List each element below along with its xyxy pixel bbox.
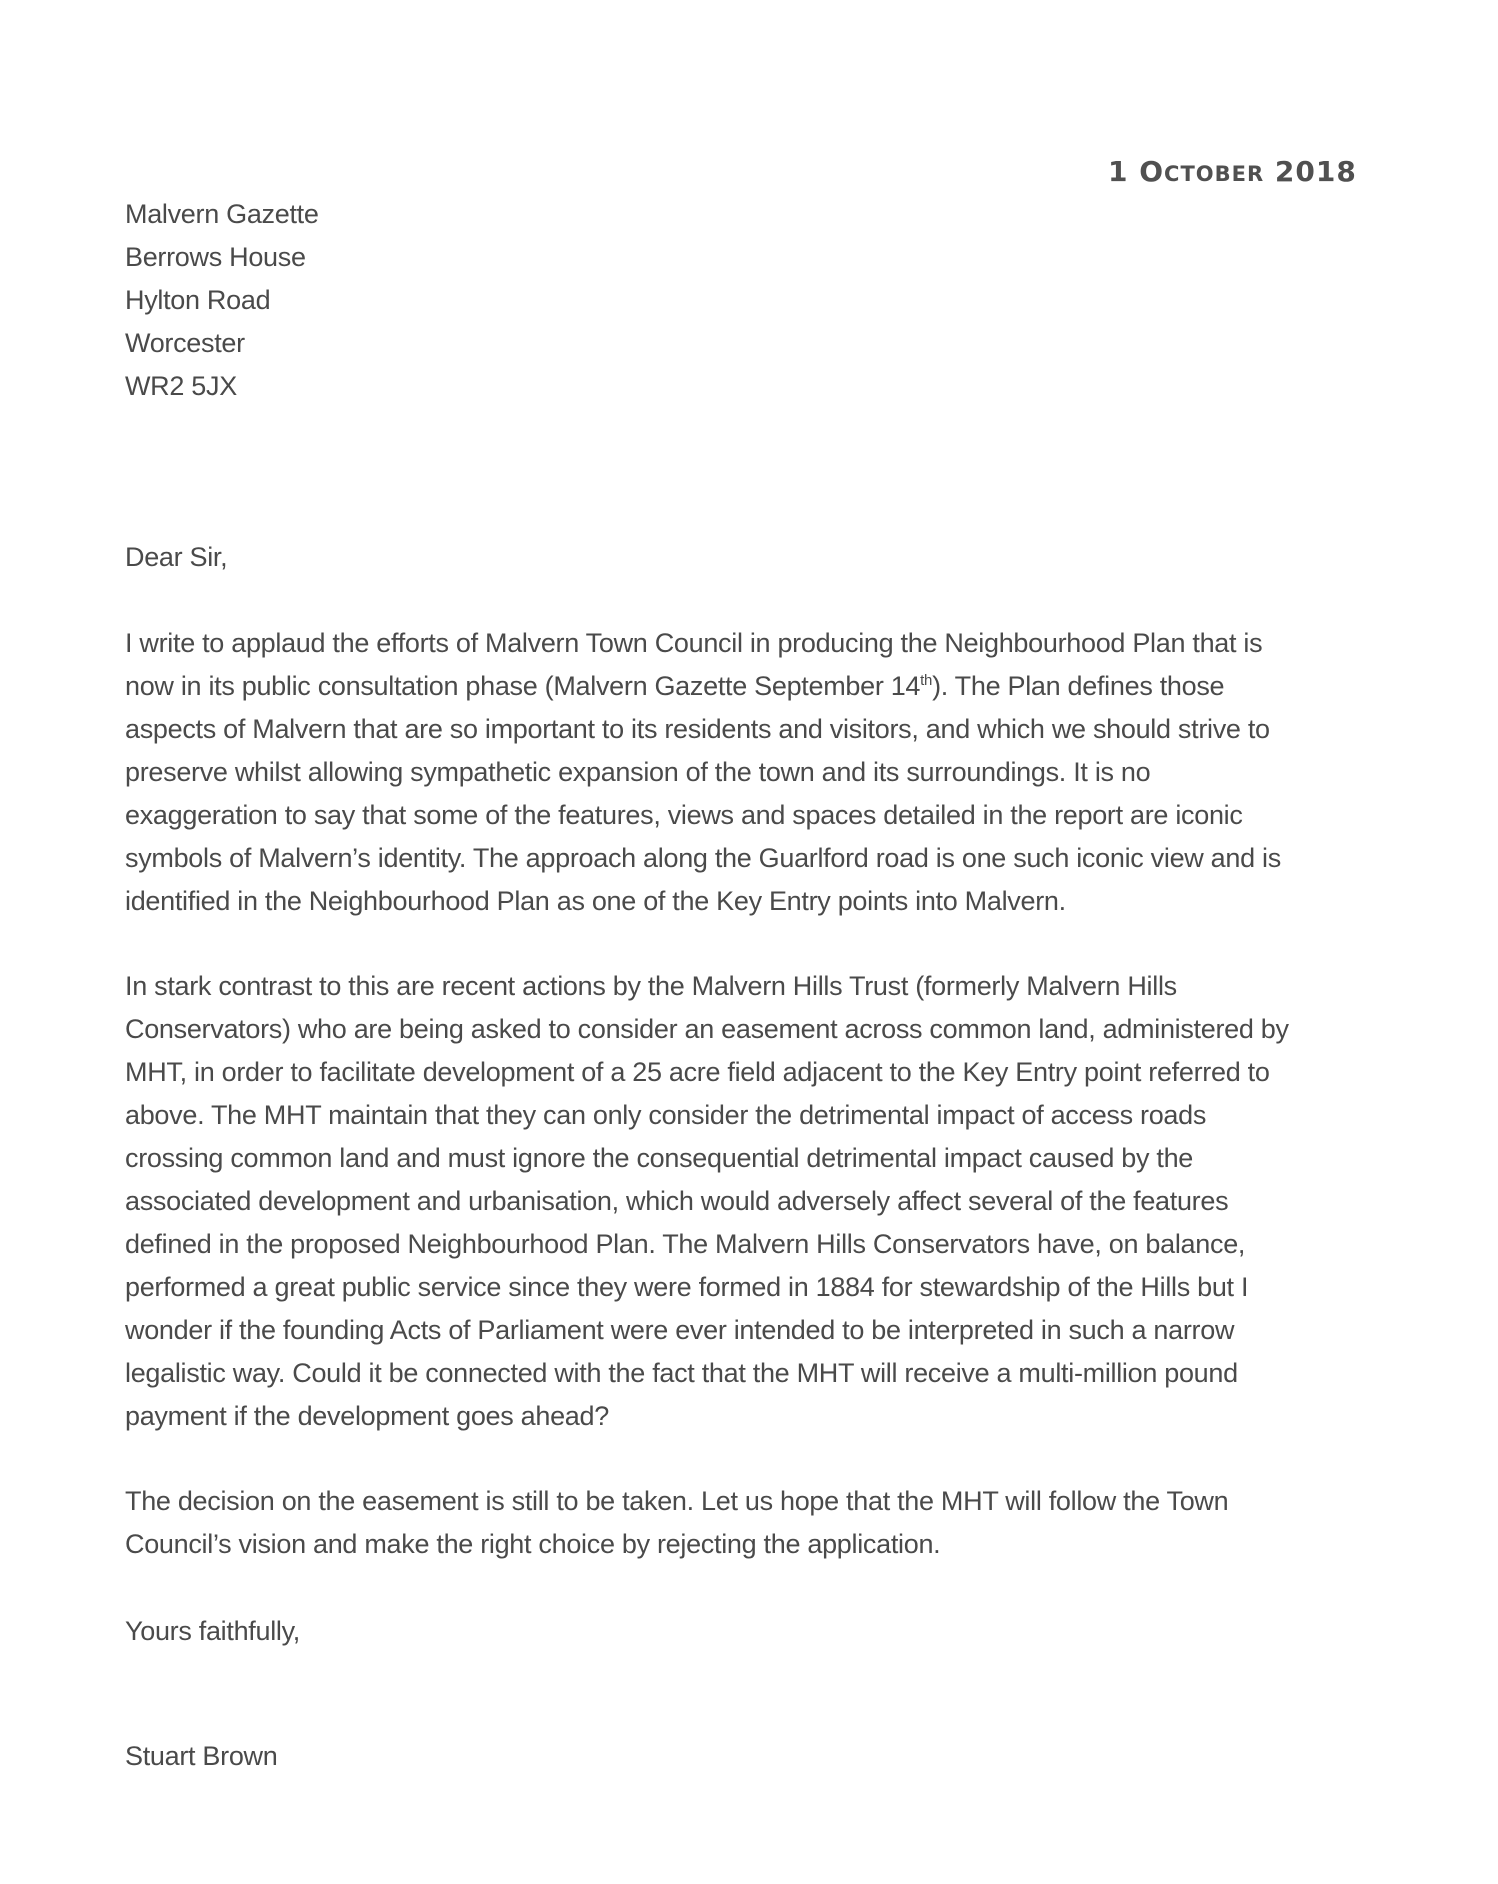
- paragraph-line: symbols of Malvern’s identity. The approach along the Guarlford road is one such iconic view and is: [125, 843, 1281, 873]
- date-year: 2018: [1274, 155, 1357, 188]
- address-line: Berrows House: [125, 242, 306, 272]
- recipient-address: [125, 193, 319, 408]
- address-line: Malvern Gazette: [125, 199, 319, 229]
- paragraph-line: The decision on the easement is still to be taken. Let us hope that the MHT will follow the Town: [125, 1486, 1229, 1516]
- salutation: Dear Sir,: [125, 542, 228, 572]
- paragraph-line: wonder if the founding Acts of Parliament were ever intended to be interpreted in such a narrow: [125, 1315, 1235, 1345]
- date-month-rest: CTOBER: [1164, 162, 1265, 186]
- letter-date: [1108, 155, 1357, 188]
- address-line: WR2 5JX: [125, 371, 237, 401]
- paragraph-line: aspects of Malvern that are so important to its residents and visitors, and which we should strive to: [125, 714, 1270, 744]
- paragraph-line: above. The MHT maintain that they can only consider the detrimental impact of access roads: [125, 1100, 1207, 1130]
- paragraph-1: [125, 622, 1281, 923]
- paragraph-line: Conservators) who are being asked to consider an easement across common land, administered by: [125, 1014, 1289, 1044]
- paragraph-line: crossing common land and must ignore the consequential detrimental impact caused by the: [125, 1143, 1194, 1173]
- paragraph-line: defined in the proposed Neighbourhood Plan. The Malvern Hills Conservators have, on balance,: [125, 1229, 1246, 1259]
- paragraph-line: preserve whilst allowing sympathetic expansion of the town and its surroundings. It is no: [125, 757, 1151, 787]
- text-span: ). The Plan defines those: [932, 671, 1225, 701]
- paragraph-line: I write to applaud the efforts of Malvern Town Council in producing the Neighbourhood Plan that is: [125, 628, 1263, 658]
- date-month-initial: O: [1139, 155, 1165, 188]
- ordinal-superscript: th: [920, 672, 933, 689]
- paragraph-line: associated development and urbanisation, which would adversely affect several of the features: [125, 1186, 1229, 1216]
- address-line: Worcester: [125, 328, 245, 358]
- paragraph-line: [125, 665, 1281, 708]
- paragraph-line: Council’s vision and make the right choice by rejecting the application.: [125, 1529, 941, 1559]
- signature-name: Stuart Brown: [125, 1741, 278, 1771]
- paragraph-line: exaggeration to say that some of the features, views and spaces detailed in the report are iconic: [125, 800, 1243, 830]
- paragraph-2: [125, 965, 1289, 1438]
- paragraph-line: MHT, in order to facilitate development of a 25 acre field adjacent to the Key Entry point referred to: [125, 1057, 1270, 1087]
- paragraph-line: legalistic way. Could it be connected with the fact that the MHT will receive a multi-million pound: [125, 1358, 1238, 1388]
- paragraph-line: performed a great public service since they were formed in 1884 for stewardship of the Hills but I: [125, 1272, 1249, 1302]
- paragraph-line: identified in the Neighbourhood Plan as one of the Key Entry points into Malvern.: [125, 886, 1066, 916]
- address-line: Hylton Road: [125, 285, 271, 315]
- text-span: now in its public consultation phase (Malvern Gazette September 14: [125, 671, 921, 701]
- paragraph-line: payment if the development goes ahead?: [125, 1401, 609, 1431]
- paragraph-line: In stark contrast to this are recent actions by the Malvern Hills Trust (formerly Malvern Hills: [125, 971, 1177, 1001]
- closing: Yours faithfully,: [125, 1616, 301, 1646]
- paragraph-3: [125, 1480, 1228, 1566]
- date-day: 1: [1108, 155, 1129, 188]
